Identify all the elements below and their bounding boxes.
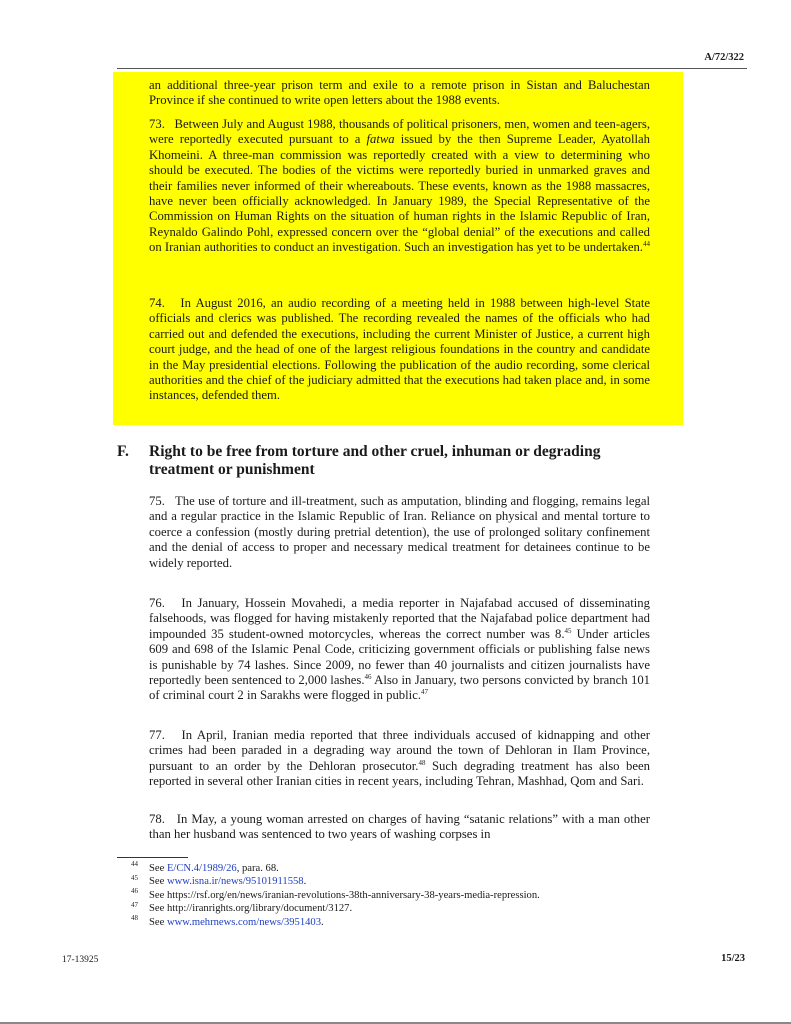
continuation-text: an additional three-year prison term and exile to a remote prison in Sistan and Baluchestan Province if she continued to write open letters about the 1988 events. [149, 78, 650, 108]
document-code: 17-13925 [62, 955, 99, 965]
paragraph-78 [149, 812, 650, 843]
footnote-suffix: . [303, 876, 307, 888]
paragraph-73 [149, 117, 650, 256]
footnote-suffix: , para. 68. [236, 863, 279, 874]
paragraph-76-text-b: Under articles 609 and 698 of the Islamic Penal Code, criticizing government officials or publishing false news is punishable by 74 lashes. Since 2009, no fewer than 40 journalists and citizen journalists have reportedly been sentenced to 2,000 lashes. [149, 626, 650, 688]
paragraph-75-text: The use of torture and ill-treatment, such as amputation, blinding and flogging, remains legal and a regular practice in the Islamic Republic of Iran. Reliance on physical and mental torture to coerce a confession (mostly during pretrial detention), the use of prolonged solitary confinement and the denial of access to proper and necessary medical treatment for detainees continue to be widely reported. [149, 494, 650, 570]
paragraph-74 [149, 296, 650, 404]
paragraph-74-number: 74. [149, 296, 165, 310]
footnote-ref-45[interactable]: 45 [564, 626, 572, 635]
footnote-prefix: See [149, 863, 167, 874]
paragraph-76-text-a: In January, Hossein Movahedi, a media reporter in Najafabad accused of disseminating falsehoods, was flogged for having mistakenly reported that the Najafabad police department had impounded 35 student-owned motorcycles, whereas the correct number was 8. [149, 596, 650, 641]
page-number: 15/23 [721, 953, 745, 964]
footnote-47: 47 See http://iranrights.org/library/document/3127. [131, 900, 353, 915]
paragraph-73-text-b: issued by the then Supreme Leader, Ayatollah Khomeini. A three-man commission was reportedly created with a view to determining who should be executed. The bodies of the victims were reportedly buried in unmarked graves and their families never informed of their whereabouts. These events, known as the 1988 massacres, have never been officially acknowledged. In January 1989, the Special Representative of the Commission on Human Rights on the situation of human rights in the Islamic Republic of Iran, Reynaldo Galindo Pohl, expressed concern over the “global denial” of the executions and called on Iranian authorities to conduct an investigation. Such an investigation has yet to be undertaken. [149, 132, 650, 255]
footnote-ref-47[interactable]: 47 [421, 688, 429, 697]
paragraph-75-number: 75. [149, 494, 165, 508]
section-letter: F. [117, 443, 129, 460]
footnote-text: See https://rsf.org/en/news/iranian-revolutions-38th-anniversary-38-years-media-repression. [149, 889, 540, 901]
footnote-44: 44 See E/CN.4/1989/26, para. 68. [131, 860, 279, 874]
footnote-rule [117, 857, 188, 858]
footnote-suffix: . [321, 916, 324, 928]
paragraph-73-text-a: Between July and August 1988, thousands of political prisoners, men, women and teen-agers, were reportedly executed pursuant to a [149, 117, 651, 147]
paragraph-77-number: 77. [149, 728, 165, 742]
footnote-prefix: See [149, 876, 167, 888]
paragraph-77-text-b: Such degrading treatment has also been reported in several other Iranian cities in recent years, including Tehran, Mashhad, Qom and Sari. [149, 758, 650, 789]
header-rule [117, 68, 747, 69]
footnote-link[interactable]: www.mehrnews.com/news/3951403 [166, 916, 322, 928]
paragraph-77 [149, 728, 650, 790]
footnote-45: 45 See www.isna.ir/news/95101911558. [131, 873, 307, 888]
footnote-46: 46 See https://rsf.org/en/news/iranian-revolutions-38th-anniversary-38-years-media-repression. [131, 887, 540, 901]
continuation-paragraph [149, 78, 650, 109]
footnote-ref-44[interactable]: 44 [642, 240, 650, 249]
paragraph-76 [149, 596, 650, 704]
footnote-list [131, 862, 691, 929]
footnote-link[interactable]: E/CN.4/1989/26 [166, 863, 237, 874]
paragraph-78-number: 78. [149, 812, 165, 826]
footnote-prefix: See [149, 916, 167, 928]
paragraph-76-number: 76. [149, 596, 165, 610]
document-symbol: A/72/322 [704, 52, 744, 63]
paragraph-76-text-c: Also in January, two persons convicted by branch 101 of criminal court 2 in Sarakhs were flogged in public. [149, 673, 651, 703]
section-heading: Right to be free from torture and other cruel, inhuman or degrading treatment or punishment [149, 443, 601, 478]
footnote-link[interactable]: www.isna.ir/news/95101911558 [166, 876, 304, 888]
footnote-ref-46[interactable]: 46 [364, 672, 372, 681]
footnote-text: See http://iranrights.org/library/document/3127. [149, 903, 353, 915]
paragraph-77-text-a: In April, Iranian media reported that three individuals accused of kidnapping and other crimes had been paraded in a degrading way around the town of Dehloran in Ilam Province, pursuant to an order by the Dehloran prosecutor. [149, 728, 651, 773]
footnote-ref-48[interactable]: 48 [418, 758, 426, 767]
paragraph-75 [149, 494, 650, 571]
paragraph-78-text: In May, a young woman arrested on charges of having “satanic relations” with a man other than her husband was sentenced to two years of washing corpses in [149, 812, 650, 842]
paragraph-73-number: 73. [149, 117, 165, 131]
paragraph-74-text: In August 2016, an audio recording of a meeting held in 1988 between high-level State officials and clerics was published. The recording revealed the names of the officials who had carried out and defended the executions, including the current Minister of Justice, a current high court judge, and the head of one of the largest religious foundations in the country and candidate in the May presidential elections. Following the publication of the audio recording, some clerical authorities and the chief of the judiciary admitted that the executions had taken place and, in some instances, defended them. [149, 296, 650, 403]
paragraph-73-italic: fatwa [366, 132, 395, 147]
footnote-48: 48 See www.mehrnews.com/news/3951403. [131, 914, 324, 928]
